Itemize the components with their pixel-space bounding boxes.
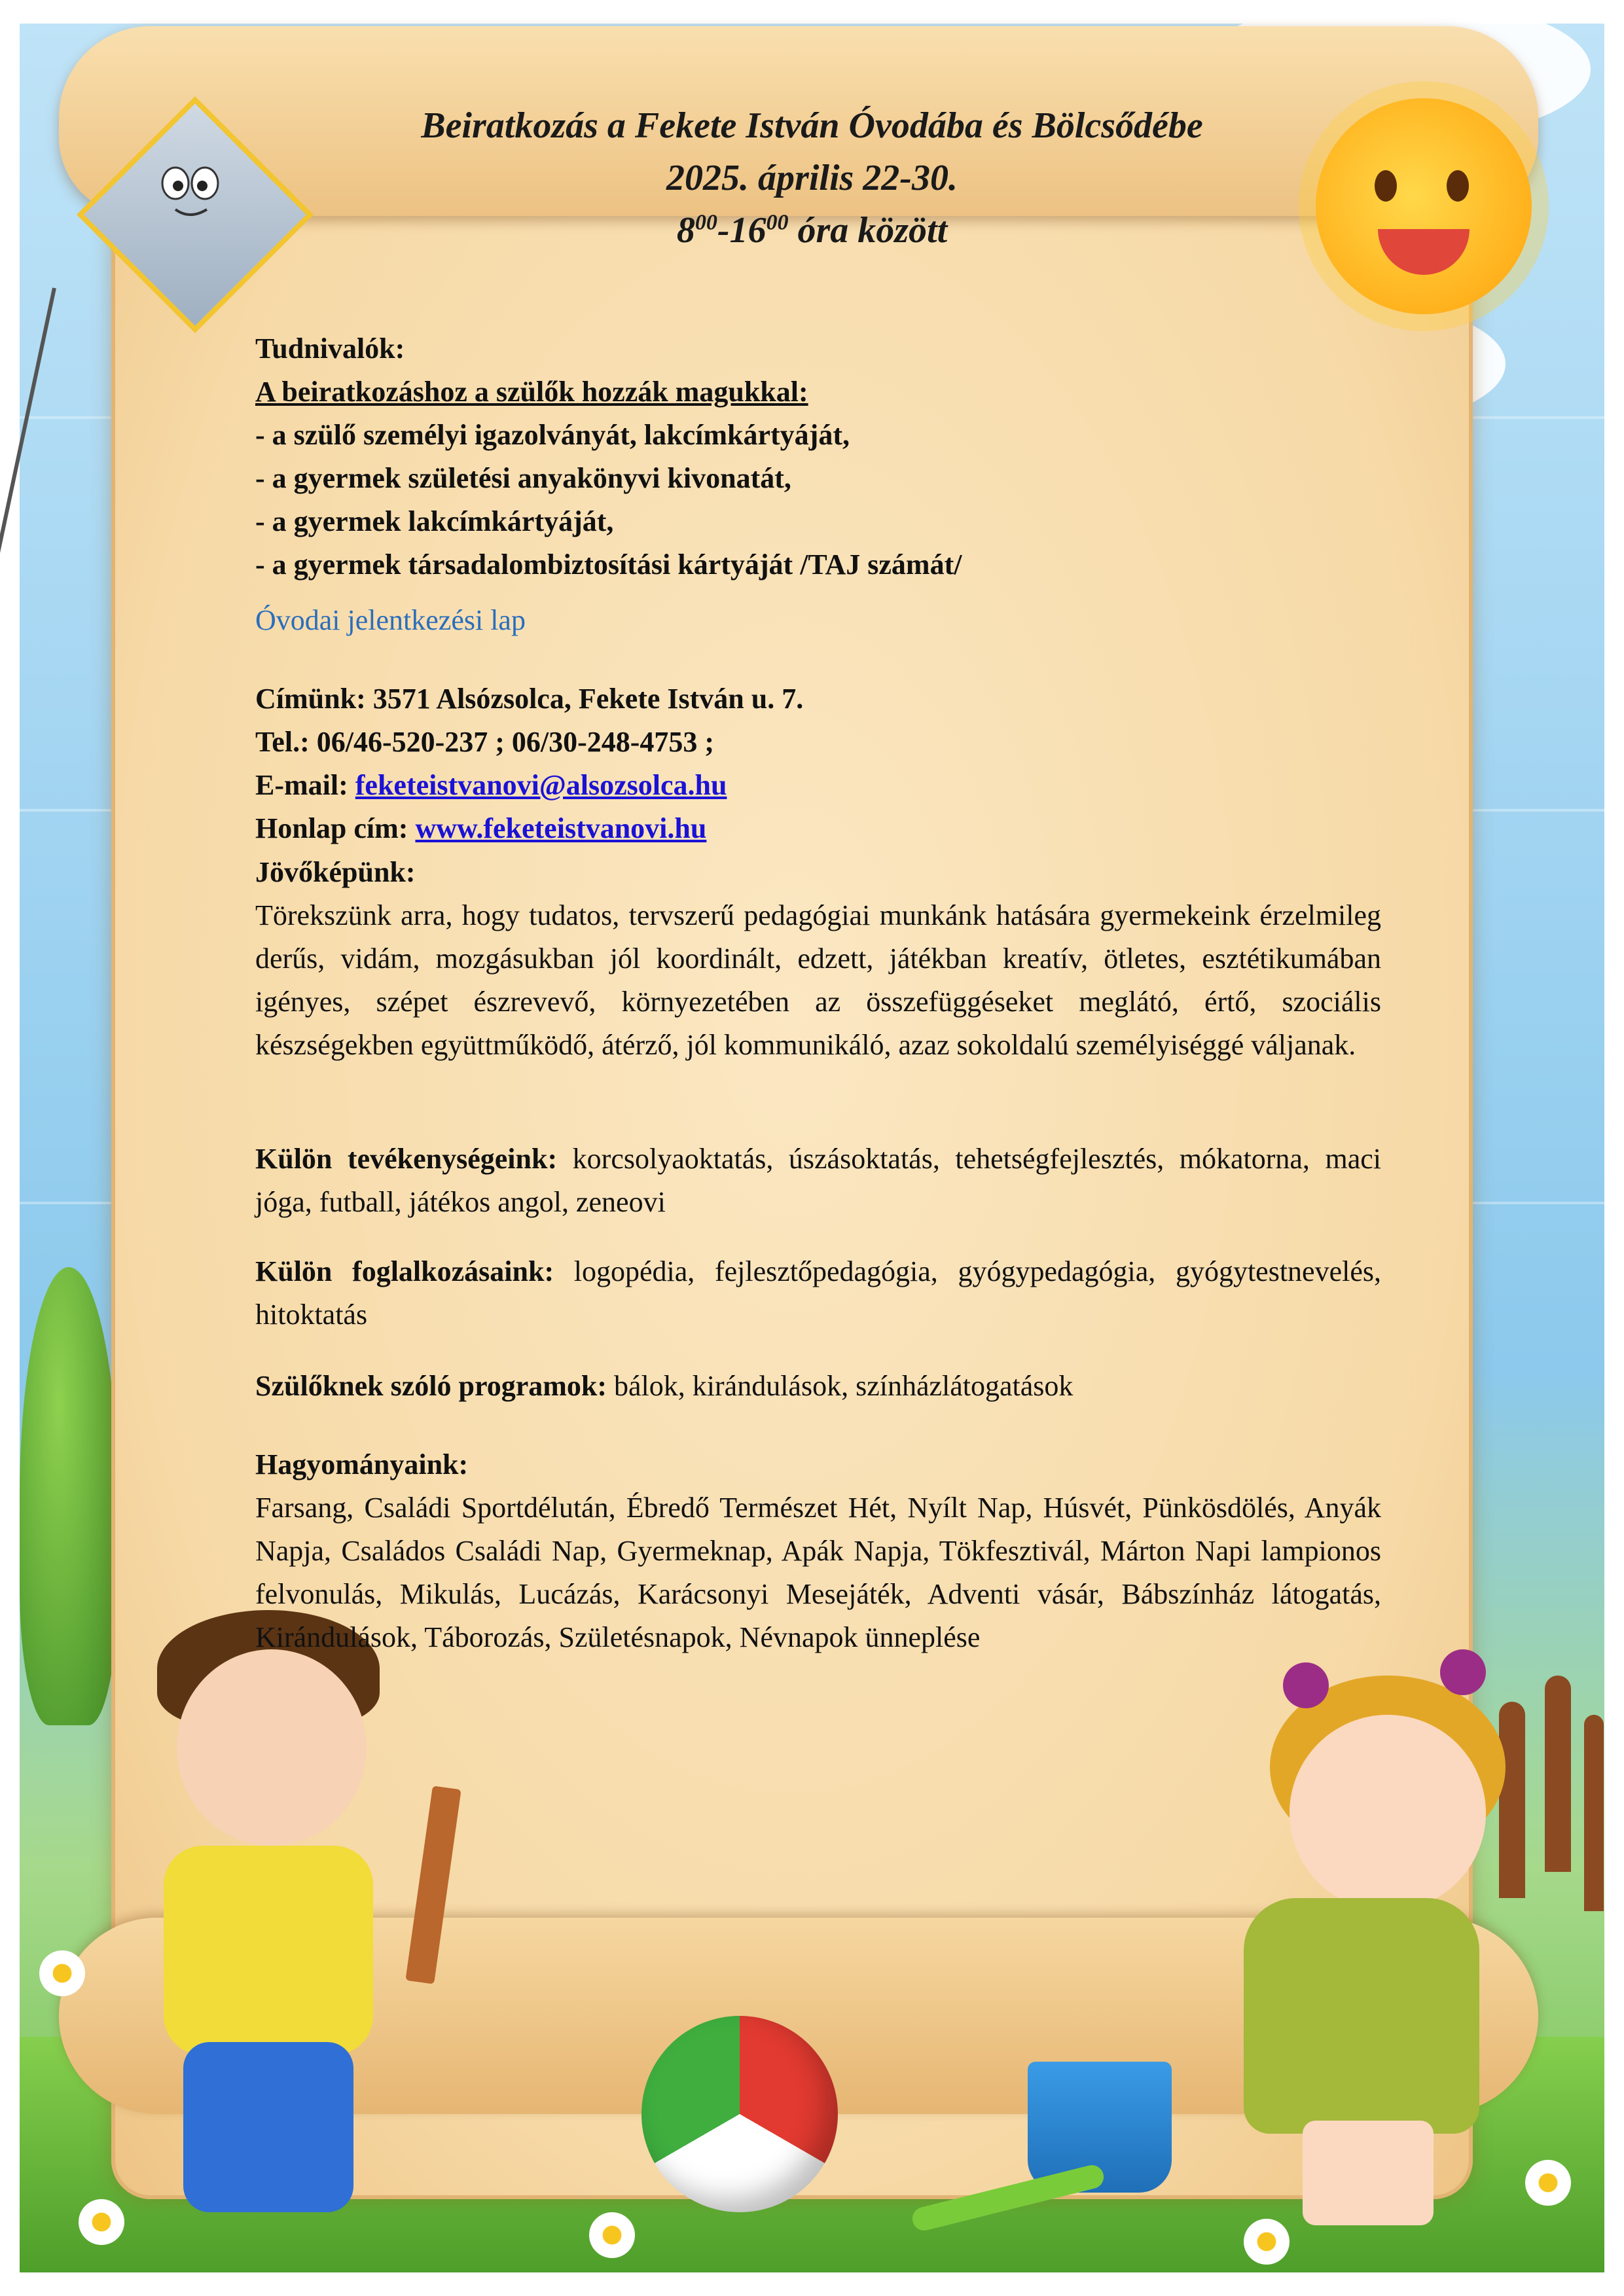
web-link[interactable]: www.feketeistvanovi.hu: [415, 812, 707, 844]
time-to-minutes: 00: [766, 210, 789, 235]
parents-label: Szülőknek szóló programok:: [255, 1370, 607, 1402]
time-suffix: óra között: [788, 210, 948, 251]
parents-text: bálok, kirándulások, színházlátogatások: [607, 1370, 1074, 1402]
list-item: - a szülő személyi igazolványát, lakcímkártyáját,: [255, 419, 850, 451]
sessions-paragraph: [255, 1250, 1381, 1336]
email-label: E-mail:: [255, 769, 355, 801]
time-from-hour: 8: [676, 210, 695, 251]
list-item: - a gyermek lakcímkártyáját,: [255, 505, 614, 537]
tudnivalok-section: [255, 327, 1381, 586]
activities-paragraph: [255, 1138, 1381, 1224]
email-row: [255, 764, 1381, 807]
contact-section: [255, 677, 1381, 850]
traditions-text: Farsang, Családi Sportdélután, Ébredő Természet Hét, Nyílt Nap, Húsvét, Pünkösdölés, Anyák Napja, Családos Családi Nap, Gyermeknap, Apák Napja, Tökfesztivál, Márton Napi lampionos felvonulás, Mikulás, Lucázás, Karácsonyi Mesejáték, Adventi vásár, Bábszínház látogatás, Kirándulások, Táborozás, Születésnapok, Névnapok ünneplése: [255, 1492, 1381, 1653]
enrollment-date: 2025. április 22-30.: [666, 158, 958, 198]
list-item: - a gyermek születési anyakönyvi kivonatát,: [255, 462, 791, 494]
web-label: Honlap cím:: [255, 812, 416, 844]
list-item: - a gyermek társadalombiztosítási kártyáját /TAJ számát/: [255, 548, 962, 581]
sessions-text: logopédia, fejlesztőpedagógia, gyógypedagógia, gyógytestnevelés, hitoktatás: [255, 1255, 1381, 1331]
activities-label: Külön tevékenységeink:: [255, 1143, 558, 1175]
web-row: [255, 807, 1381, 850]
address: Címünk: 3571 Alsózsolca, Fekete István u. 7.: [255, 683, 804, 715]
activities-text: korcsolyaoktatás, úszásoktatás, tehetségfejlesztés, mókatorna, maci jóga, futball, játékos angol, zeneovi: [255, 1143, 1381, 1218]
vision-heading: Jövőképünk:: [255, 856, 416, 888]
phone: Tel.: 06/46-520-237 ; 06/30-248-4753 ;: [255, 726, 715, 758]
application-form-link[interactable]: Óvodai jelentkezési lap: [255, 604, 526, 636]
page-title: Beiratkozás a Fekete István Óvodába és Bölcsődébe: [421, 105, 1203, 146]
email-link[interactable]: feketeistvanovi@alsozsolca.hu: [355, 769, 727, 801]
vision-text: Törekszünk arra, hogy tudatos, tervszerű pedagógiai munkánk hatására gyermekeink érzelmileg derűs, vidám, mozgásukban jól koordinált, edzett, játékban kreatív, ötletes, esztétikumában igényes, szépet észrevevő, környezetében az összefüggéseket meglátó, értő, szociális készségekben együttműködő, átérző, jól kommunikáló, azaz sokoldalú személyiséggé váljanak.: [255, 899, 1381, 1061]
time-separator: -16: [717, 210, 767, 251]
enrollment-time: [0, 209, 1624, 251]
sessions-label: Külön foglalkozásaink:: [255, 1255, 554, 1287]
time-from-minutes: 00: [695, 210, 717, 235]
traditions-heading: Hagyományaink:: [255, 1448, 469, 1480]
tudnivalok-subheading: A beiratkozáshoz a szülők hozzák magukkal:: [255, 376, 808, 408]
tudnivalok-heading: Tudnivalók:: [255, 332, 405, 365]
parents-paragraph: [255, 1365, 1381, 1408]
